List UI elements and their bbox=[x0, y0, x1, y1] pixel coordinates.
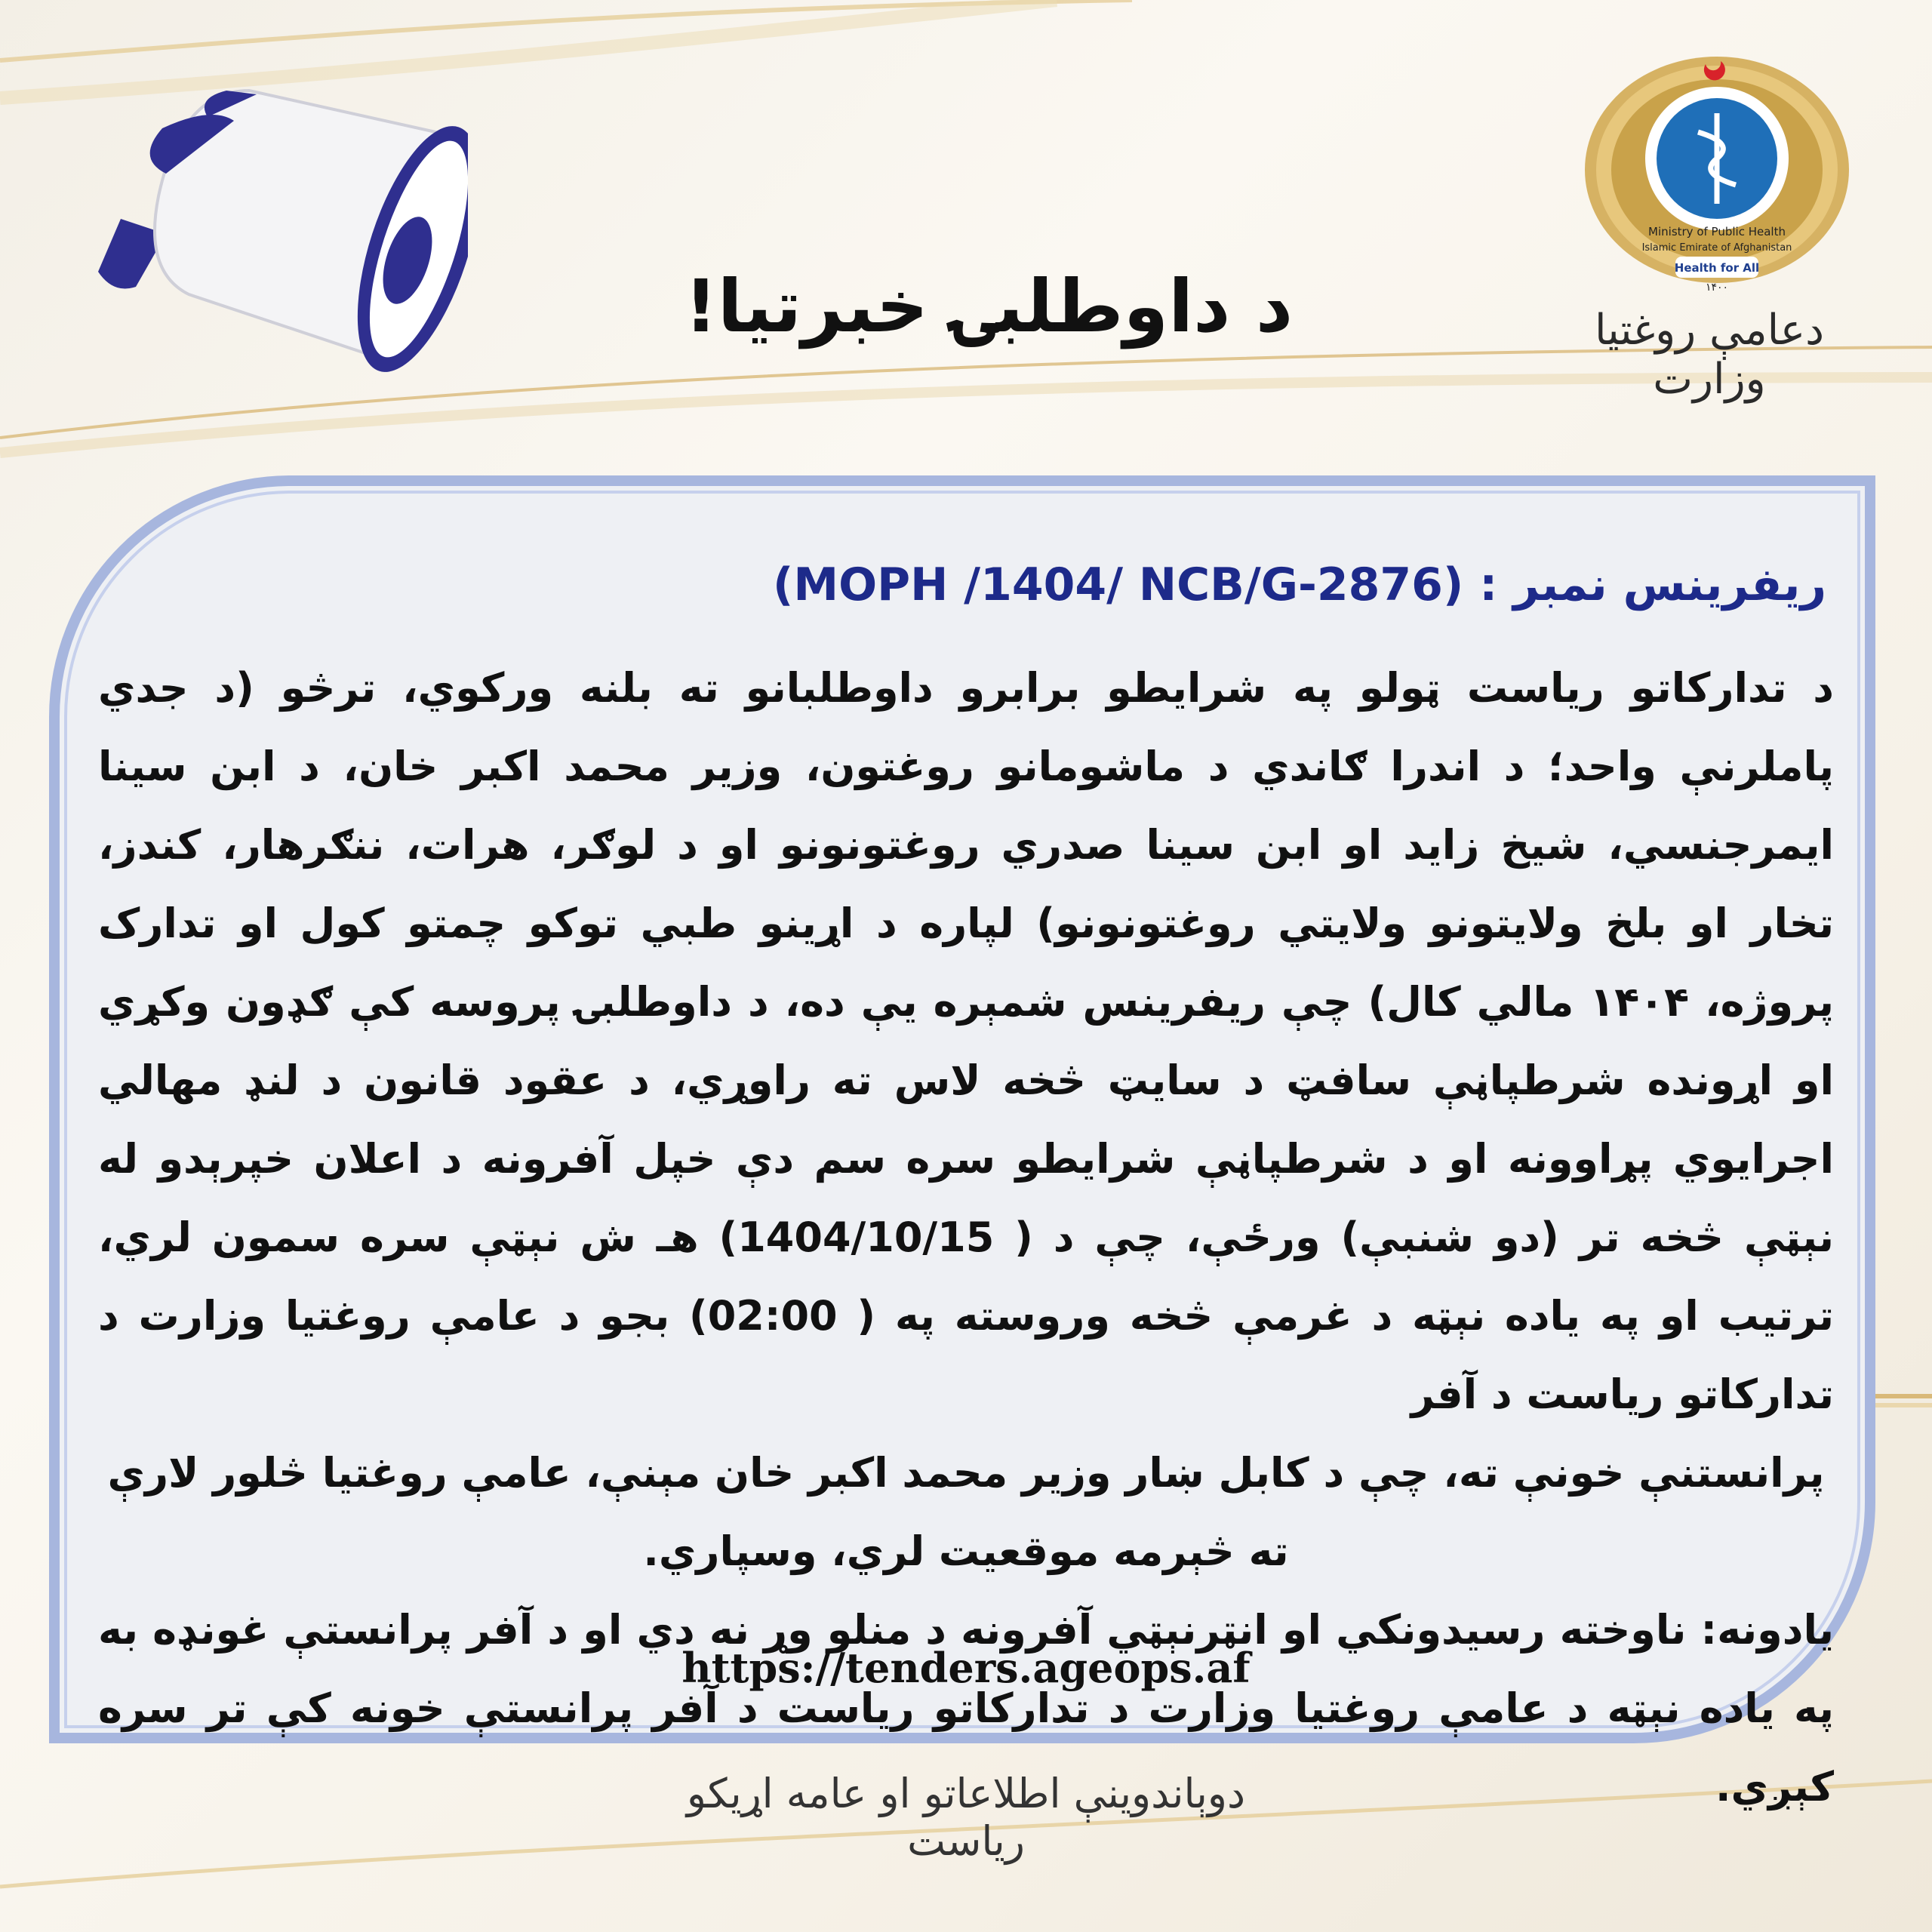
reference-number: (MOPH /1404/ NCB/G-2876) bbox=[772, 558, 1464, 611]
svg-text:۱۴۰۰: ۱۴۰۰ bbox=[1705, 281, 1729, 294]
svg-text:Ministry of Public Health: Ministry of Public Health bbox=[1648, 225, 1786, 238]
notice-paragraph-centered: پرانستنې خونې ته، چې د کابل ښار وزیر محمد اکبر خان مېنې، عامې روغتیا څلور لارې ته څېرمه موقعیت لري، وسپاري. bbox=[107, 1449, 1825, 1575]
footer-calligraphy: دوېاندوینې اطلاعاتو او عامه اړیکو ریاست bbox=[686, 1770, 1246, 1865]
reference-label: ریفرینس نمبر : bbox=[1479, 558, 1826, 611]
tenders-url[interactable]: https://tenders.ageops.af bbox=[681, 1644, 1251, 1692]
reference-line bbox=[772, 558, 1826, 611]
notice-paragraph-main: د تدارکاتو ریاست ټولو په شرایطو برابرو داوطلبانو ته بلنه ورکوي، ترڅو (د جدي پاملرنې واحد؛ د اندرا ګاندي د ماشومانو روغتون، وزیر محمد اکبر خان، د ابن سینا ایمرجنسي، شیخ زاید او ابن سینا صدري روغتونونو او د لوګر، هرات، ننګرهار، کندز، تخار او بلخ ولایتونو ولایتي روغتونونو) لپاره د اړینو طبي توکو چمتو کول او تدارک پروژه، ۱۴۰۴ مالي کال) چې ریفرینس شمېره یې ده، د داوطلبۍ پروسه کې ګډون وکړي او اړونده شرطپاڼې سافټ د سایټ څخه لاس ته راوړي، د عقود قانون د لنډ مهالي اجرایوي پړاوونه او د شرطپاڼې شرایطو سره سم دې خپل آفرونه د اعلان خپرېدو له نېټې څخه تر (دو شنبې) ورځې، چې د ( 1404/10/15) هـ ش نېټې سره سمون لري، ترتیب او په یاده نېټه د غرمې څخه وروسته په ( 02:00) بجو د عامې روغتیا وزارت د تدارکاتو ریاست د آفر bbox=[98, 664, 1834, 1418]
ministry-logo bbox=[1562, 38, 1872, 294]
svg-text:Health for All: Health for All bbox=[1674, 261, 1760, 275]
megaphone-icon bbox=[75, 45, 468, 392]
svg-text:Islamic Emirate of Afghanistan: Islamic Emirate of Afghanistan bbox=[1641, 242, 1792, 254]
ministry-calligraphy: دعامې روغتیا وزارت bbox=[1594, 306, 1825, 404]
notice-note: یادونه: ناوخته رسیدونکي او انټرنېټي آفرونه د منلو وړ نه دي او د آفر پرانستې غونډه به په یاده نېټه د عامې روغتیا وزارت د تدارکاتو ریاست د آفر پرانستې خونه کې تر سره کېږي. bbox=[98, 1606, 1834, 1810]
page-title: د داوطلبۍ خبرتیا! bbox=[684, 264, 1294, 349]
